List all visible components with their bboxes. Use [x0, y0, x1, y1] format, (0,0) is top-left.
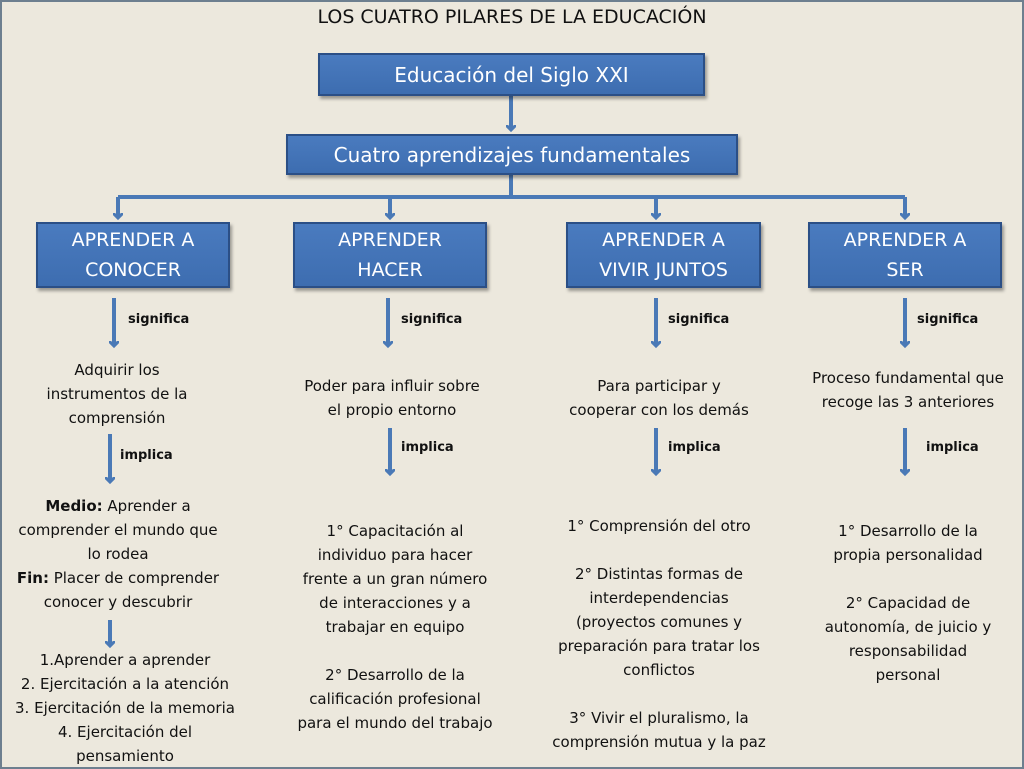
list-item: 1.Aprender a aprender [39, 651, 211, 669]
diagram-title: LOS CUATRO PILARES DE LA EDUCACIÓN [317, 6, 707, 28]
list-item: 2° Desarrollo de la [325, 666, 465, 684]
text-line: instrumentos de la [46, 385, 188, 403]
pillar-label-line2: SER [886, 259, 924, 281]
text-line: comprender el mundo que [18, 521, 218, 539]
list-item: frente a un gran número [302, 570, 488, 588]
text-line: Placer de comprender [48, 569, 220, 587]
label-significa: significa [917, 312, 979, 327]
list-conocer [0, 648, 250, 768]
pillar-ser [808, 222, 1002, 288]
spacer [534, 682, 784, 706]
meaning-vivir-juntos [546, 374, 772, 422]
label-implica: implica [120, 448, 173, 463]
fin-label: Fin: [16, 569, 49, 587]
root-node-label: Educación del Siglo XXI [394, 62, 629, 87]
pillar-label-line2: VIVIR JUNTOS [599, 259, 728, 281]
list-item: 1° Capacitación al [326, 522, 464, 540]
list-item: (proyectos comunes y [575, 613, 743, 631]
pillar-label-line2: CONOCER [85, 259, 181, 281]
pillar-label-line1: APRENDER A [843, 229, 967, 251]
spacer [280, 639, 510, 663]
text-line: Adquirir los [74, 361, 160, 379]
list-item: 2° Capacidad de [845, 594, 971, 612]
list-item: personal [875, 666, 941, 684]
items-vivir-juntos [534, 514, 784, 754]
text-line: conocer y descubrir [43, 593, 193, 611]
list-item: 2° Distintas formas de [574, 565, 744, 583]
list-item: pensamiento [76, 747, 174, 765]
text-line: Aprender a [102, 497, 191, 515]
text-line: recoge las 3 anteriores [821, 393, 995, 411]
text-line: el propio entorno [327, 401, 457, 419]
list-item: 1° Comprensión del otro [567, 517, 751, 535]
medio-fin-conocer [2, 494, 234, 614]
items-hacer [280, 519, 510, 735]
pillar-conocer [36, 222, 230, 288]
sub-node [286, 134, 738, 175]
spacer [534, 538, 784, 562]
list-item: calificación profesional [309, 690, 481, 708]
list-item: preparación para tratar los [558, 637, 760, 655]
label-significa: significa [401, 312, 463, 327]
text-line: Para participar y [597, 377, 721, 395]
text-line: lo rodea [87, 545, 149, 563]
meaning-conocer [12, 358, 222, 430]
pillar-vivir-juntos [566, 222, 761, 288]
meaning-hacer [282, 374, 502, 422]
list-item: conflictos [623, 661, 695, 679]
list-item: 4. Ejercitación del [57, 723, 193, 741]
list-item: trabajar en equipo [325, 618, 465, 636]
list-item: 3° Vivir el pluralismo, la [569, 709, 749, 727]
list-item: comprensión mutua y la paz [552, 733, 766, 751]
pillar-label-line2: HACER [357, 259, 423, 281]
label-implica: implica [401, 440, 454, 455]
list-item: interdependencias [589, 589, 729, 607]
text-line: Poder para influir sobre [304, 377, 480, 395]
spacer [792, 567, 1024, 591]
list-item: para el mundo del trabajo [297, 714, 493, 732]
pillar-label-line1: APRENDER A [71, 229, 195, 251]
text-line: Proceso fundamental que [812, 369, 1004, 387]
list-item: 3. Ejercitación de la memoria [15, 699, 235, 717]
label-implica: implica [668, 440, 721, 455]
sub-node-label: Cuatro aprendizajes fundamentales [333, 142, 691, 167]
items-ser [792, 519, 1024, 687]
pillar-label-line1: APRENDER A [602, 229, 725, 251]
list-item: de interacciones y a [319, 594, 471, 612]
label-significa: significa [668, 312, 730, 327]
pillar-hacer [293, 222, 487, 288]
list-item: individuo para hacer [317, 546, 473, 564]
text-line: cooperar con los demás [569, 401, 749, 419]
label-implica: implica [926, 440, 979, 455]
text-line: comprensión [68, 409, 166, 427]
root-node [318, 53, 705, 96]
medio-label: Medio: [45, 497, 103, 515]
list-item: responsabilidad [848, 642, 968, 660]
list-item: 1° Desarrollo de la [838, 522, 978, 540]
list-item: autonomía, de juicio y [824, 618, 992, 636]
pillar-label-line1: APRENDER [338, 229, 442, 251]
label-significa: significa [128, 312, 190, 327]
meaning-ser [796, 366, 1020, 414]
list-item: 2. Ejercitación a la atención [20, 675, 230, 693]
list-item: propia personalidad [833, 546, 983, 564]
